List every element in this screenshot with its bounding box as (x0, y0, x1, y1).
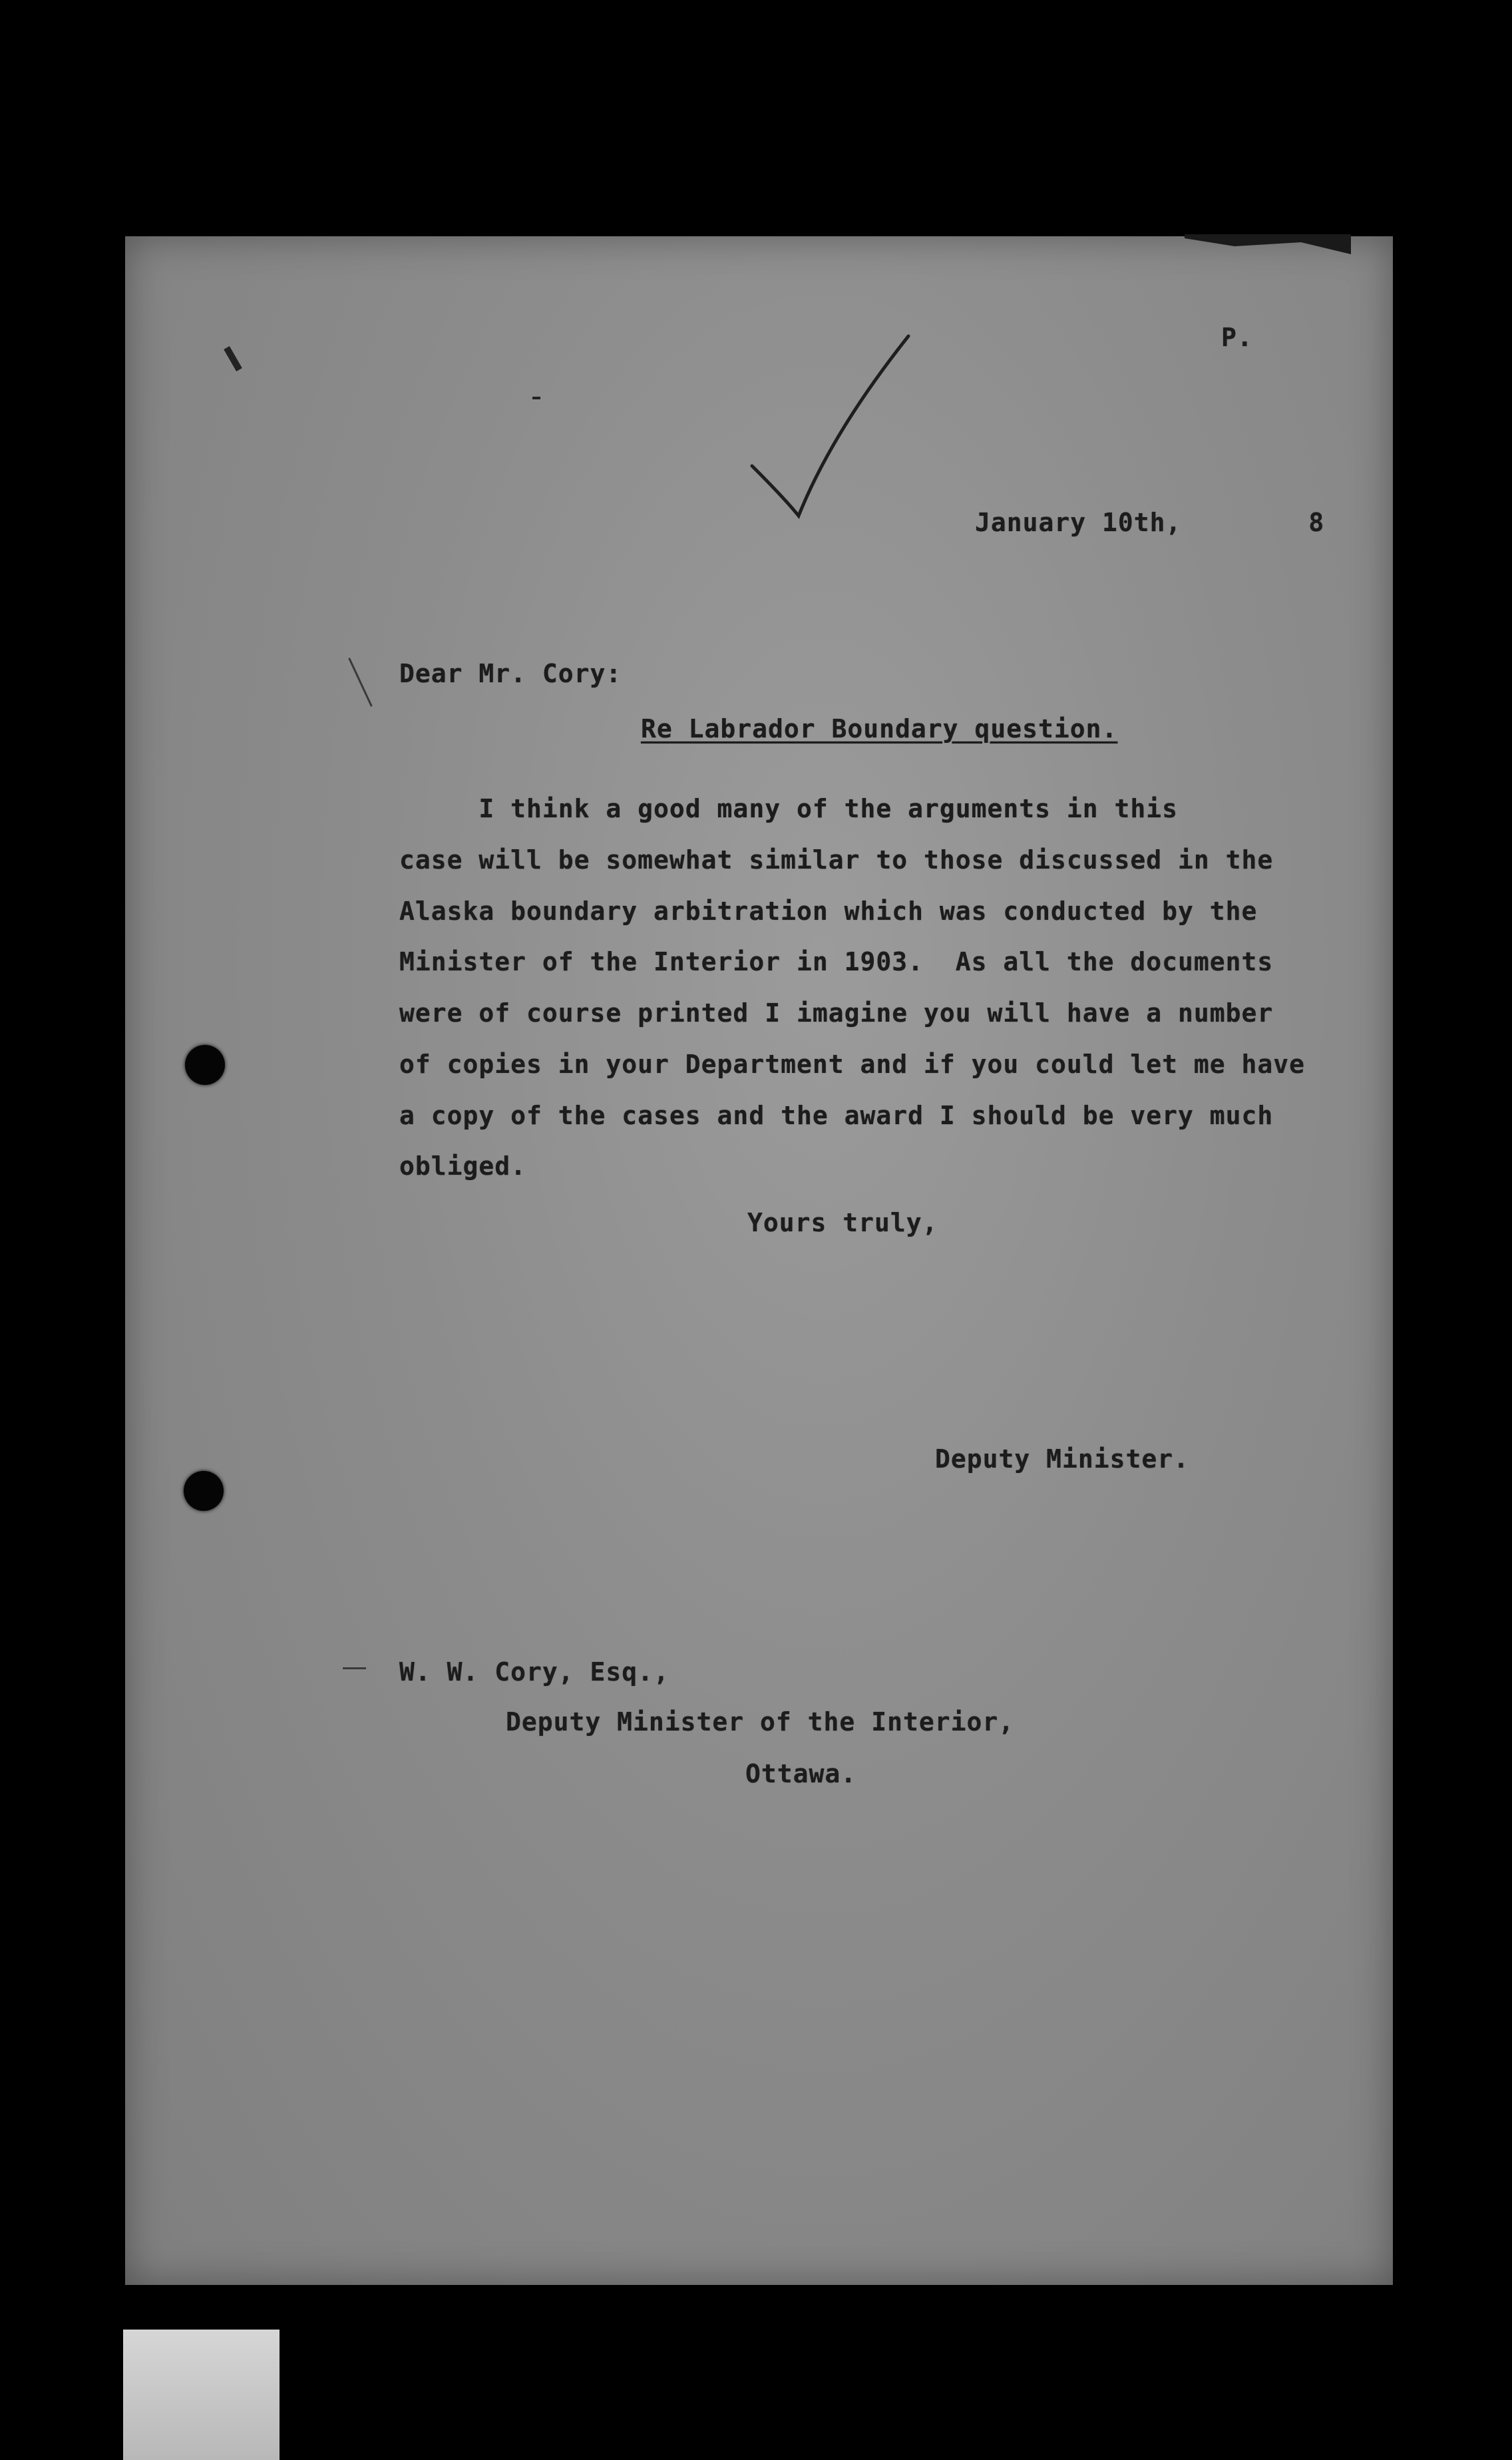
addressee-title: Deputy Minister of the Interior, (506, 1707, 1015, 1737)
paper-edge-tab (123, 2330, 280, 2460)
punch-hole (185, 1045, 225, 1085)
stray-mark (343, 1667, 366, 1669)
closing: Yours truly, (747, 1208, 938, 1237)
punch-hole (184, 1471, 224, 1511)
body-line: case will be somewhat similar to those discussed in the (399, 845, 1274, 875)
body-line: I think a good many of the arguments in this (399, 794, 1179, 823)
page-marker: P. (1221, 323, 1253, 352)
body-line: a copy of the cases and the award I should be very much (399, 1101, 1274, 1130)
signature-title: Deputy Minister. (935, 1444, 1190, 1474)
addressee-city: Ottawa. (745, 1759, 857, 1788)
body-line: were of course printed I imagine you will have a number (399, 998, 1274, 1028)
letter-date: January 10th, 8 (975, 508, 1325, 537)
body-line: Minister of the Interior in 1903. As all the documents (399, 947, 1274, 976)
body-line: of copies in your Department and if you could let me have (399, 1050, 1306, 1079)
stray-mark (532, 397, 540, 399)
addressee-name: W. W. Cory, Esq., (399, 1657, 669, 1687)
body-line: Alaska boundary arbitration which was conducted by the (399, 897, 1258, 926)
salutation: Dear Mr. Cory: (399, 659, 622, 688)
subject-line: Re Labrador Boundary question. (641, 714, 1118, 743)
checkmark-icon (745, 333, 918, 532)
body-line: obliged. (399, 1151, 527, 1181)
letter-page (125, 236, 1393, 2285)
